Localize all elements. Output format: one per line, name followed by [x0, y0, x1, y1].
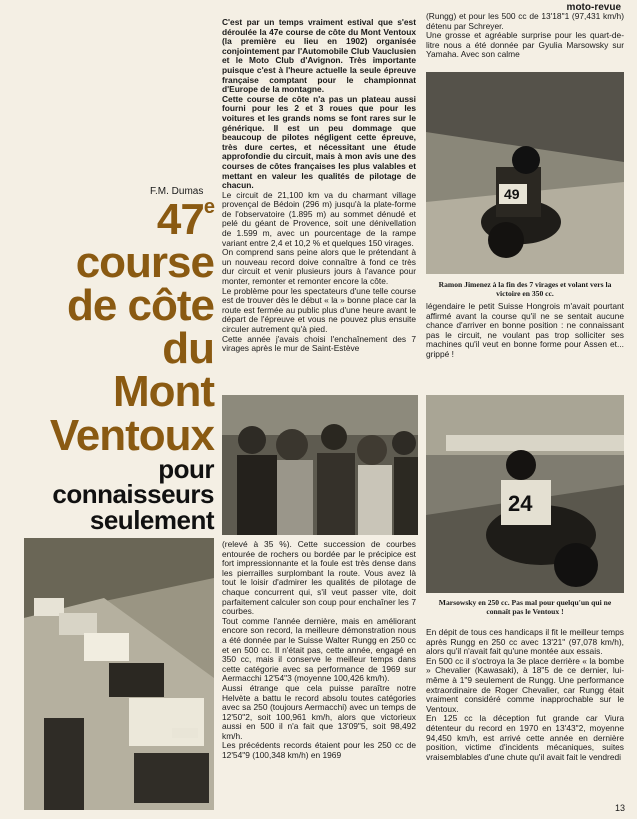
article-paragraph: En 500 cc il s'octroya la 3e place derrière « la bombe » Chevalier (Kawasaki), à 18"5 de ce dernier, lui-même à 1"9 seulement de Rungg. Une performance extraordinaire de Roger Chevalier, car Rungg était vraiment considéré comme inapprochable sur le Ventoux.	[426, 655, 624, 714]
headline-line-5: Ventoux	[49, 410, 214, 460]
article-paragraph: légendaire le petit Suisse Hongrois m'avait pourtant affirmé avant la course qu'il ne se sentait aucune chance d'arriver en bonne position : ne connaissant pas le circuit, ne voulant pas trop solliciter ses machines qu'il veut en bonne forme pour Assen et... grippé !	[426, 302, 624, 359]
article-intro: C'est par un temps vraiment estival que s'est déroulée la 47e course de côte du Mont Ventoux (la première eu lieu en 1902) organisée conjointement par l'Automobile Club Vauclusien et le Moto Club d'Avignon. Très importante puisque c'est à l'heure actuelle la seule épreuve française comptant pour le championnat d'Europe de la montagne.	[222, 18, 416, 95]
cars-road-photo	[24, 538, 214, 810]
rider-photo-jimenez-caption: Ramon Jimenez à la fin des 7 virages et volant vers la victoire en 350 cc.	[438, 280, 612, 298]
article-paragraph: On comprend sans peine alors que le prétendant à un nouveau record doive connaître à fond ce très dur circuit et venir plusieurs jours à l'avance pour monter, remonter et remonter encore la côte.	[222, 247, 416, 287]
headline-line-1: course	[75, 238, 214, 288]
page-number: 13	[614, 803, 625, 813]
byline: F.M. Dumas	[150, 186, 204, 197]
article-paragraph: (Rungg) et pour les 500 cc de 13'18"1 (97,431 km/h) détenu par Schreyer.	[426, 12, 624, 31]
article-paragraph: En dépit de tous ces handicaps il fit le meilleur temps après Rungg en 250 cc avec 13'21" (97,078 km/h), alors qu'il n'avait fait qu'une montée aux essais.	[426, 628, 624, 657]
article-paragraph: Le circuit de 21,100 km va du charmant village provençal de Bédoin (296 m) jusqu'à la plate-forme de l'observatoire (1.895 m) au sommet dénudé et pelé du géant de Provence, soit une dénivellation de 1.599 m, avec un pourcentage de la rampe variant entre 2,4 et 10,2 % et quelques 150 virages.	[222, 189, 416, 248]
article-paragraph: Le problème pour les spectateurs d'une telle course est de trouver dès le début « la » bonne place car la route est fermée au public plus d'une heure avant le départ de l'épreuve et vous ne pouvez plus ensuite circuler autrement qu'à pied.	[222, 285, 416, 334]
spectators-photo	[222, 395, 418, 535]
svg-text:24: 24	[508, 491, 533, 516]
rider-photo-jimenez	[426, 72, 624, 274]
headline-line-3: du	[162, 324, 214, 374]
article-column-2-continued	[426, 628, 624, 802]
svg-text:49: 49	[504, 186, 520, 202]
headline-line-8: seulement	[89, 504, 214, 535]
headline	[4, 195, 214, 535]
article-paragraph: (relevé à 35 %). Cette succession de courbes entourée de rochers ou bordée par le précipice est fort impressionnante et la foule est très dense dans les pierrailles surplombant la route. Vous avez là tout le loisir d'admirer les qualités de pilotage de chaque concurrent qui, s'il veut passer vite, doit parfaitement calculer son coup pour enchaîner les 7 courbes.	[222, 540, 416, 617]
article-column-2-mid	[426, 302, 624, 388]
headline-line-4: Mont	[112, 367, 214, 417]
magazine-name: moto-revue	[566, 2, 621, 13]
headline-line-2: de côte	[66, 281, 214, 331]
rider-photo-marsowsky-caption: Marsowsky en 250 cc. Pas mal pour quelqu'un qui ne connaît pas le Ventoux !	[438, 598, 612, 616]
headline-line-number: 47e	[156, 195, 214, 244]
article-column-1-continued	[222, 540, 416, 802]
article-paragraph: En 125 cc la déception fut grande car Viura détenteur du record en 1970 en 13'43"2, moyenne 94,450 km/h, est arrivé cette année en dernière position, victime d'incidents mécaniques, suites vraisemblables d'une chute qu'il avait fait le vendredi	[426, 713, 624, 762]
article-paragraph: Cette année j'avais choisi l'enchaînement des 7 virages après le mur de Saint-Estève	[222, 333, 416, 354]
headline-line-6: pour	[158, 453, 214, 484]
article-paragraph: Tout comme l'année dernière, mais en améliorant encore son record, la meilleure démonstration nous a été donnée par le Suisse Walter Rungg en 250 cc et en 500 cc. Il n'était pas, cette année, engagé en 350 cc, mais il conserve le meilleur temps dans cette catégorie avec sa performance de 1969 sur Aermacchi 12'54"3 (moyenne 100,426 km/h).	[222, 615, 416, 684]
headline-line-7: connaisseurs	[52, 479, 214, 510]
article-paragraph: Une grosse et agréable surprise pour les quart-de-litre nous a été donnée par Gyulia Marsowsky sur Yamaha. Avec son calme	[426, 30, 624, 60]
article-column-1	[222, 18, 416, 390]
article-column-2	[426, 12, 624, 72]
article-paragraph: Les précédents records étaient pour les 250 cc de 12'54"9 (100,348 km/h) en 1969	[222, 740, 416, 761]
rider-photo-marsowsky	[426, 395, 624, 593]
article-paragraph: Aussi étrange que cela puisse paraître notre Helvète a battu le record absolu toutes catégories avec sa 250 (toujours Aermacchi) avec un temps de 12'50"2, soit 100,961 km/h, alors que victorieux aussi en 500 il n'a fait que 13'09"5, soit 98,492 km/h.	[222, 682, 416, 741]
article-paragraph: Cette course de côte n'a pas un plateau aussi fourni pour les 2 et 3 roues que pour les voitures et les grands noms se font rares sur le générique. Il est un peu dommage que beaucoup de pilotes négligent cette épreuve, très dure certes, et nécessitant une étude approfondie du circuit, mais à mon avis une des courses de côtes françaises les plus valables et mettant en valeur les qualités de pilotage de chacun.	[222, 93, 416, 191]
